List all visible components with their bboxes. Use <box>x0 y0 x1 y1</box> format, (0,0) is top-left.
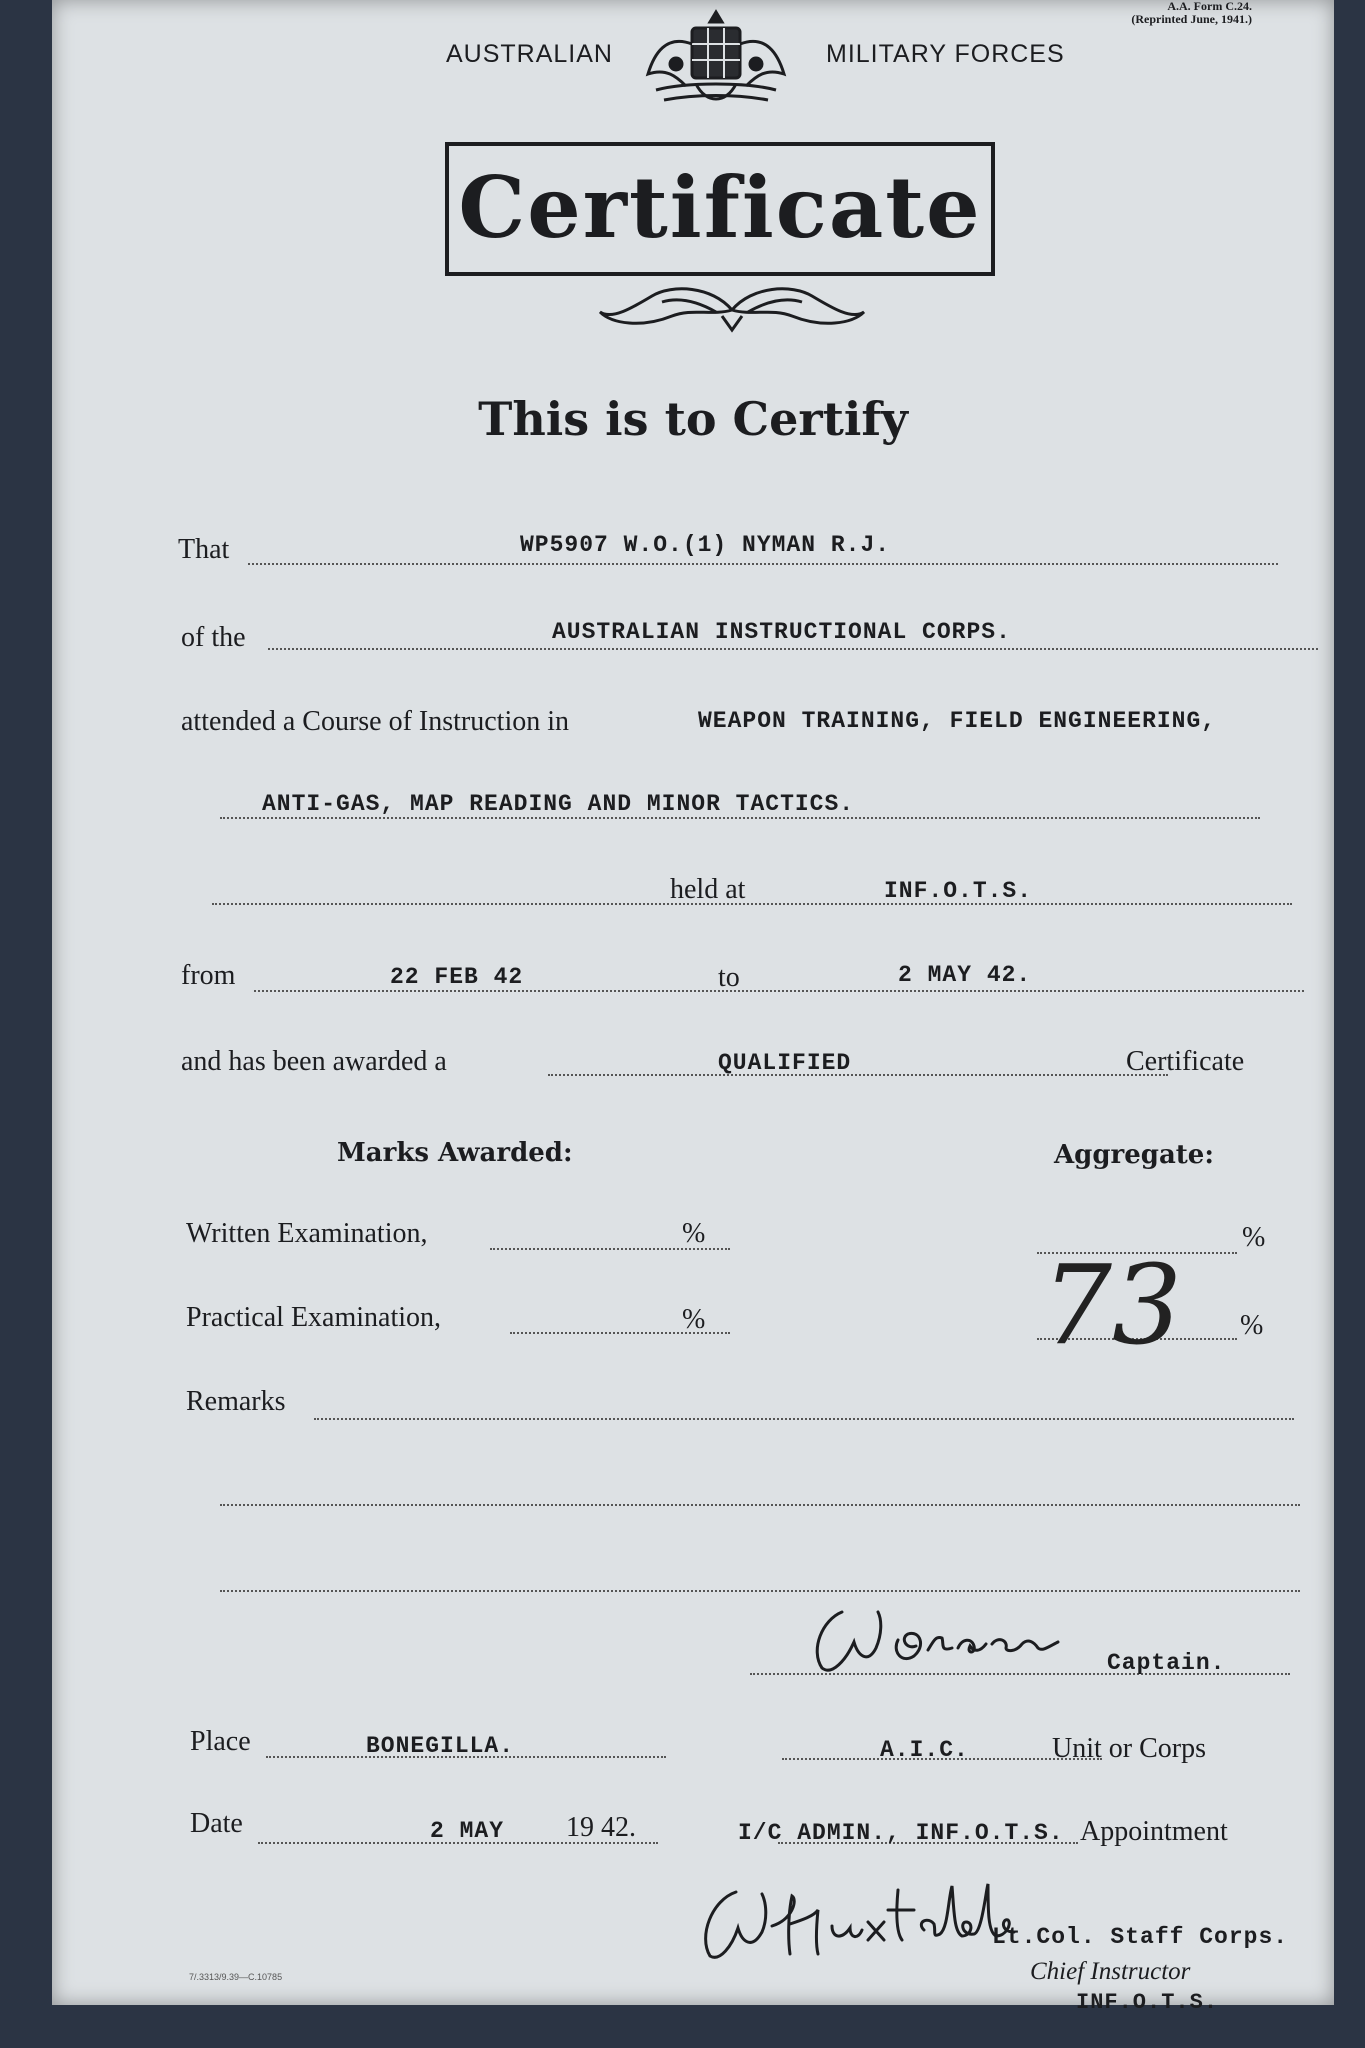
that-label: That <box>178 534 230 565</box>
certificate-title-box <box>445 142 995 276</box>
from-to-dotted-line <box>254 990 1304 992</box>
of-the-label: of the <box>181 622 246 653</box>
aggregate-heading: Aggregate: <box>1054 1140 1214 1170</box>
written-exam-percent: % <box>682 1218 706 1249</box>
chief-unit: INF.O.T.S. <box>1076 1990 1219 2015</box>
that-value: WP5907 W.O.(1) NYMAN R.J. <box>520 532 891 558</box>
practical-exam-percent: % <box>682 1304 706 1335</box>
from-value: 22 FEB 42 <box>390 964 524 990</box>
place-value: BONEGILLA. <box>366 1733 515 1759</box>
remarks-line-2 <box>220 1504 1300 1506</box>
unit-or-corps-label: Unit or Corps <box>1052 1733 1206 1764</box>
awarded-dotted-line <box>548 1074 1168 1076</box>
coat-of-arms-emblem <box>636 4 796 114</box>
practical-exam-label: Practical Examination, <box>186 1302 442 1333</box>
header-australian: AUSTRALIAN <box>446 40 613 68</box>
certify-heading: This is to Certify <box>478 392 908 446</box>
date-year: 19 42. <box>566 1812 636 1843</box>
marks-awarded-heading: Marks Awarded: <box>337 1138 573 1168</box>
print-reference: 7/.3313/9.39—C.10785 <box>189 1972 283 1982</box>
from-label: from <box>181 960 236 991</box>
chief-title: Chief Instructor <box>1030 1958 1191 1985</box>
remarks-label: Remarks <box>186 1386 286 1417</box>
of-the-value: AUSTRALIAN INSTRUCTIONAL CORPS. <box>552 619 1011 645</box>
ornamental-flourish-icon <box>592 276 872 336</box>
header-military-forces: MILITARY FORCES <box>826 40 1065 68</box>
date-day-month: 2 MAY <box>430 1818 505 1844</box>
appointment-value: I/C ADMIN., INF.O.T.S. <box>738 1820 1064 1846</box>
form-number: A.A. Form C.24. <box>1167 0 1252 13</box>
chief-instructor-signature <box>692 1870 1052 1970</box>
captain-rank: Captain. <box>1107 1650 1226 1676</box>
place-label: Place <box>190 1726 251 1757</box>
of-the-dotted-line <box>268 648 1318 650</box>
to-value: 2 MAY 42. <box>898 962 1032 988</box>
held-at-value: INF.O.T.S. <box>884 878 1033 904</box>
certificate-suffix-label: Certificate <box>1126 1046 1245 1077</box>
held-at-label: held at <box>670 874 746 905</box>
awarded-value: QUALIFIED <box>718 1050 852 1076</box>
practical-aggregate-percent: % <box>1240 1310 1264 1341</box>
date-label: Date <box>190 1808 243 1839</box>
certificate-paper <box>52 0 1334 2015</box>
awarded-label: and has been awarded a <box>181 1046 447 1077</box>
remarks-line-1 <box>314 1418 1294 1420</box>
appointment-label: Appointment <box>1080 1816 1228 1847</box>
form-reprint-note: (Reprinted June, 1941.) <box>1131 12 1252 26</box>
held-at-dotted-line <box>212 903 1292 905</box>
certificate-title: Certificate <box>458 158 982 257</box>
that-dotted-line <box>248 563 1278 565</box>
form-number-block <box>1131 0 1252 26</box>
captain-signature <box>802 1590 1122 1680</box>
written-aggregate-percent: % <box>1242 1222 1266 1253</box>
written-exam-label: Written Examination, <box>186 1218 428 1249</box>
aggregate-handwritten-value: 73 <box>1042 1241 1182 1369</box>
to-label: to <box>718 962 740 993</box>
chief-rank: Lt.Col. Staff Corps. <box>992 1924 1289 1950</box>
course-value-line-2: ANTI-GAS, MAP READING AND MINOR TACTICS. <box>262 791 855 817</box>
course-value-line-1: WEAPON TRAINING, FIELD ENGINEERING, <box>698 708 1217 734</box>
unit-value: A.I.C. <box>880 1737 969 1763</box>
course-label: attended a Course of Instruction in <box>181 706 570 737</box>
course-dotted-line <box>220 817 1260 819</box>
remarks-line-3 <box>220 1590 1300 1592</box>
